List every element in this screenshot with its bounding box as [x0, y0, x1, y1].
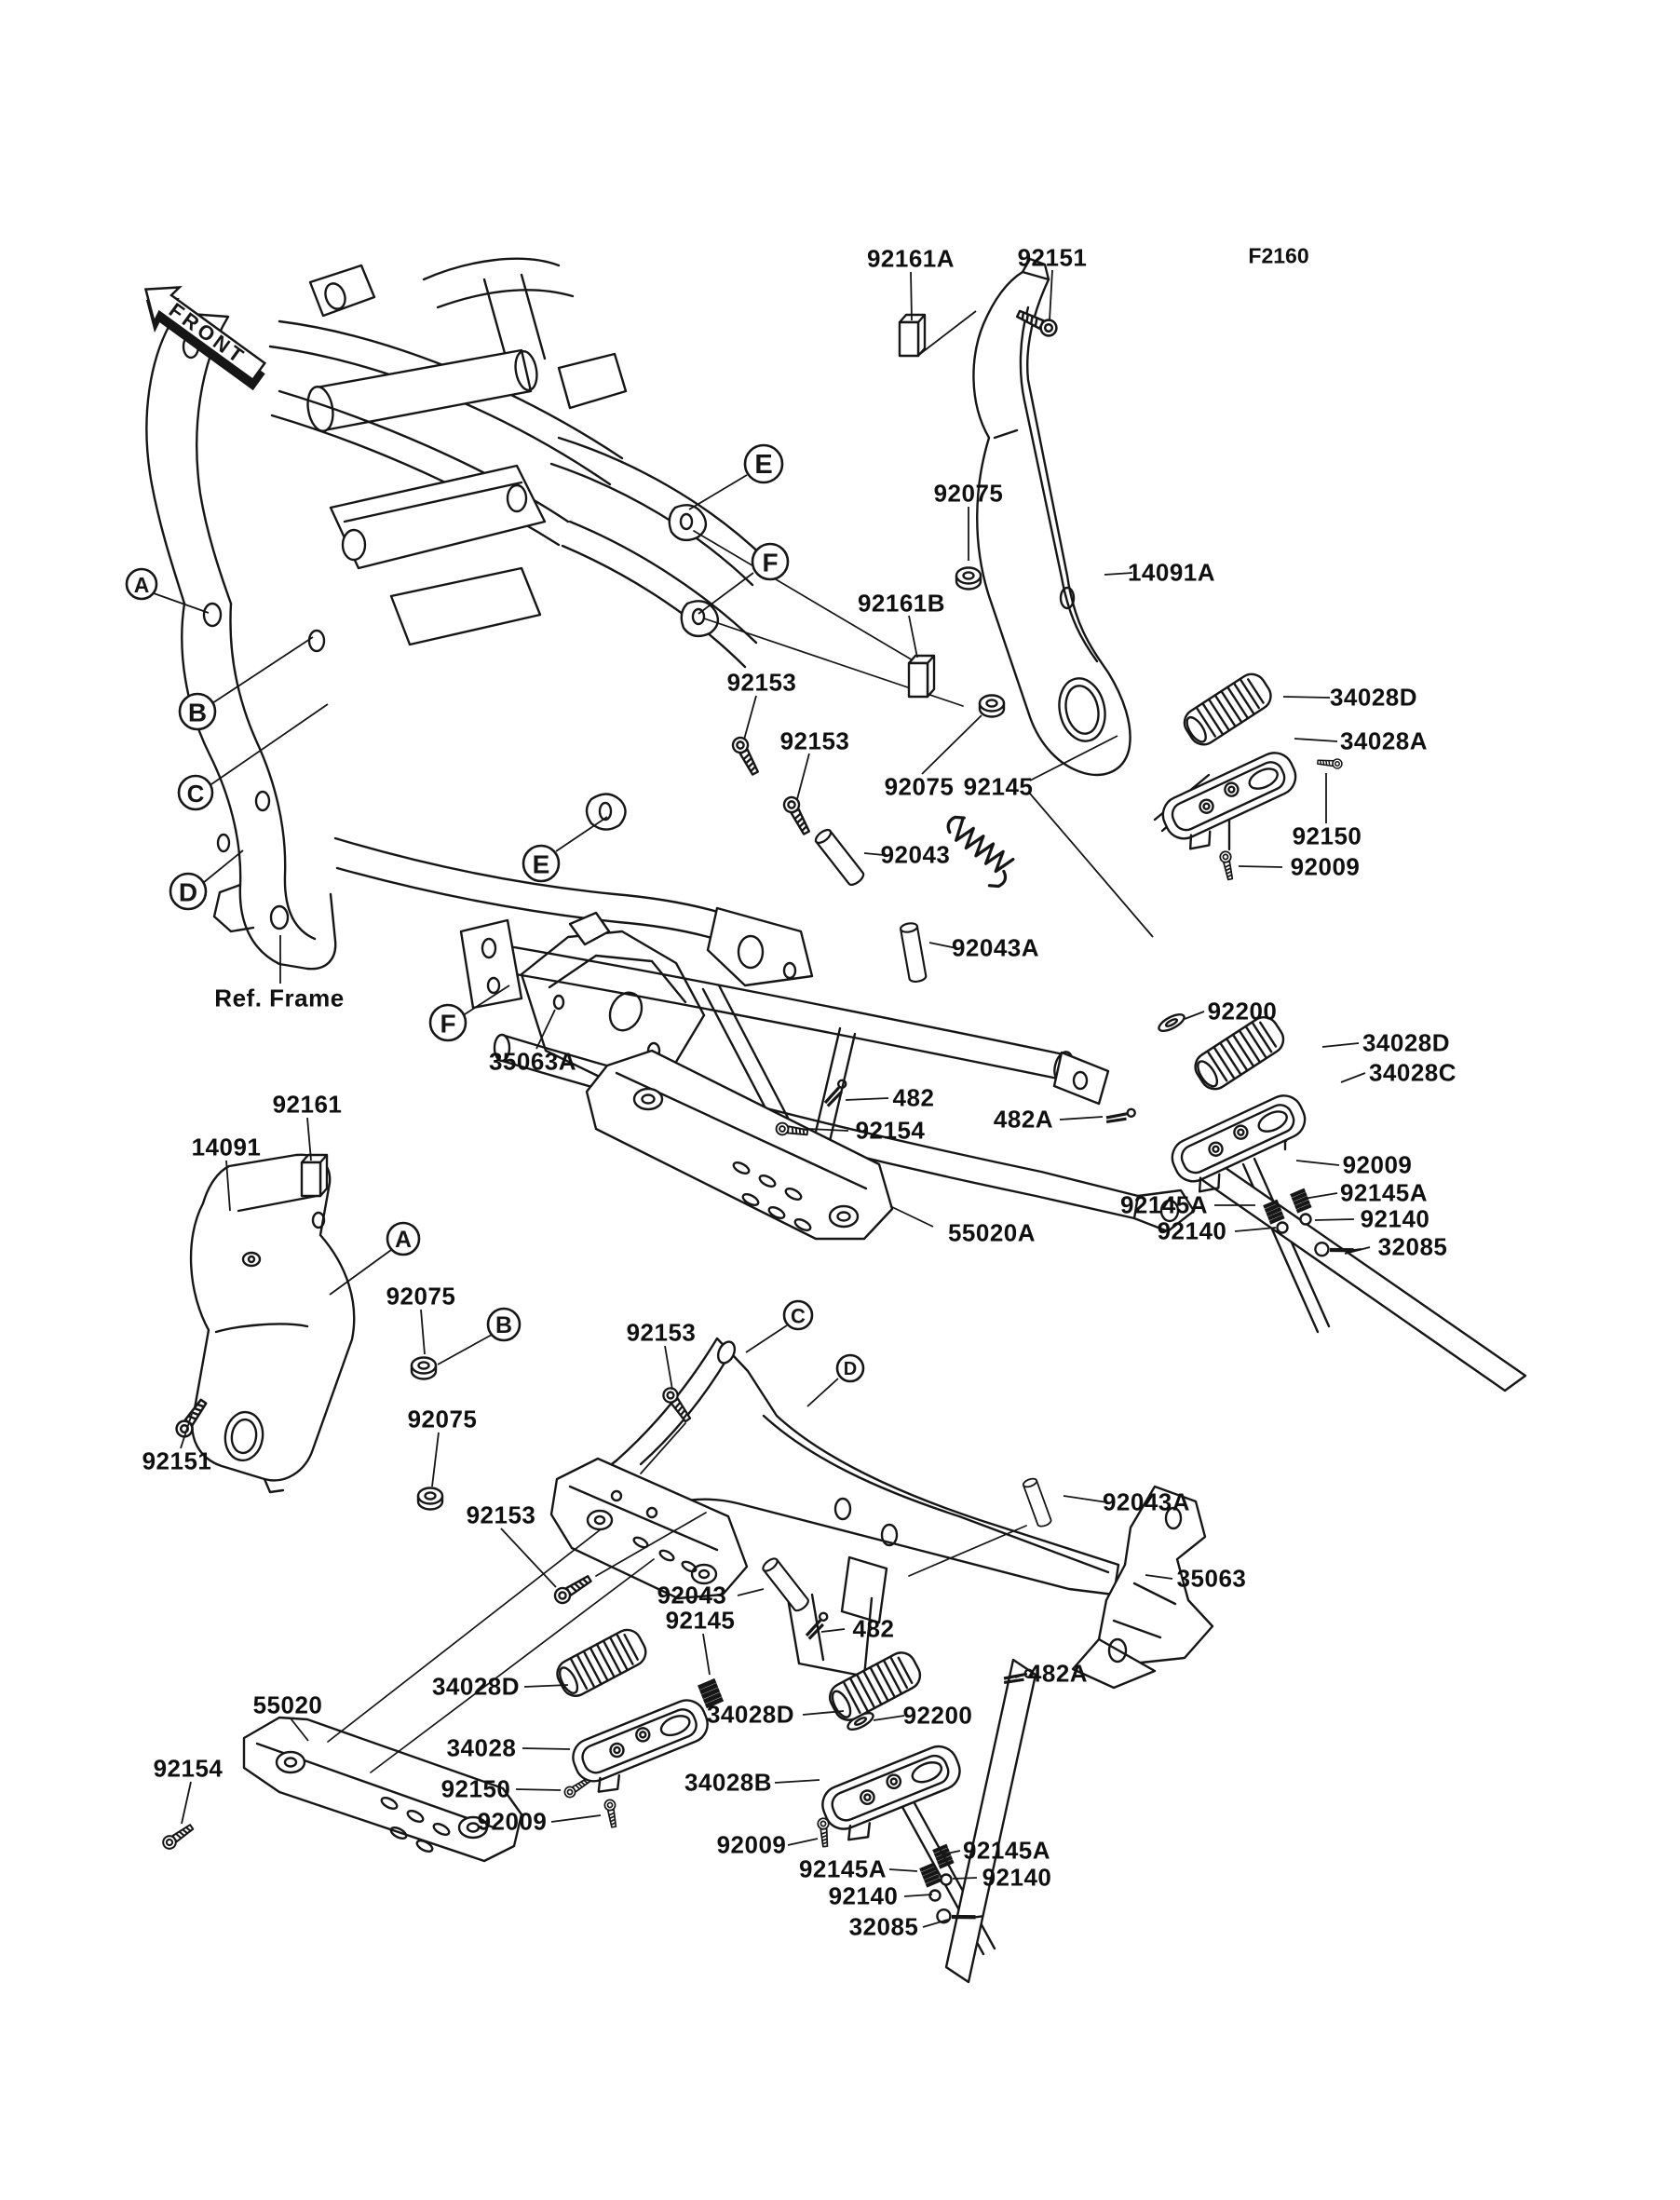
ring-92140-drawing	[930, 1891, 941, 1901]
part-label-92145A: 92145A	[798, 1854, 887, 1883]
part-label-55020: 55020	[252, 1691, 323, 1719]
part-label-92043A: 92043A	[951, 933, 1040, 962]
part-label-92154: 92154	[855, 1116, 926, 1145]
part-label-34028D: 34028D	[1329, 683, 1418, 712]
footpeg-rubber-34028D-drawing	[1179, 669, 1276, 750]
part-label-92043: 92043	[880, 840, 951, 869]
leader-line	[788, 1839, 818, 1845]
part-label-35063A: 35063A	[488, 1047, 577, 1076]
leader-line	[889, 1869, 917, 1871]
part-label-92153: 92153	[626, 1318, 697, 1347]
leader-line	[744, 696, 756, 740]
svg-text:A: A	[394, 1227, 413, 1253]
svg-text:B: B	[495, 1312, 513, 1338]
part-label-34028B: 34028B	[684, 1768, 773, 1797]
part-label-92153: 92153	[466, 1501, 536, 1529]
leader-line	[438, 1335, 492, 1365]
pin-92043-drawing	[814, 827, 866, 887]
footpeg-rubber-34028D-drawing	[552, 1625, 650, 1701]
part-label-92140: 92140	[1360, 1204, 1430, 1233]
leader-line	[1322, 1043, 1359, 1047]
part-label-92009: 92009	[477, 1807, 548, 1836]
part-label-92140: 92140	[1157, 1216, 1227, 1245]
leader-line	[920, 311, 976, 354]
leader-line	[874, 1716, 904, 1720]
leader-line	[846, 1098, 888, 1100]
leader-line	[1315, 1219, 1354, 1220]
svg-text:E: E	[532, 849, 550, 879]
screw-92154-drawing	[161, 1822, 196, 1852]
svg-text:D: D	[843, 1359, 858, 1379]
part-label-55020A: 55020A	[947, 1218, 1036, 1247]
damper-92161A-drawing	[900, 315, 925, 356]
part-label-35063: 35063	[1176, 1564, 1247, 1593]
part-label-34028D: 34028D	[431, 1672, 521, 1701]
front-arrow-icon	[140, 231, 345, 417]
callout-C	[784, 1301, 812, 1329]
pin-92043A-drawing	[1023, 1477, 1052, 1528]
leader-line	[890, 1206, 933, 1227]
part-label-92140: 92140	[828, 1881, 899, 1910]
callout-F	[430, 1005, 466, 1040]
leader-line	[807, 1378, 838, 1406]
ring-92140-drawing	[942, 1875, 952, 1885]
part-label-32085: 32085	[1377, 1232, 1448, 1261]
damper-92075-drawing	[418, 1488, 442, 1510]
figure-code: F2160	[1248, 243, 1309, 268]
part-label-92075: 92075	[386, 1282, 456, 1310]
part-label-92161: 92161	[272, 1090, 343, 1119]
part-label-92145: 92145	[963, 772, 1034, 801]
part-label-92145A: 92145A	[962, 1836, 1051, 1865]
part-label-92200: 92200	[902, 1701, 973, 1730]
leader-line	[1296, 1161, 1339, 1165]
leader-line	[522, 1748, 570, 1749]
part-label-92153: 92153	[779, 727, 850, 755]
callout-B	[488, 1309, 520, 1340]
leader-line	[1050, 270, 1052, 320]
leader-line	[556, 817, 607, 851]
leader-line	[432, 1433, 439, 1487]
damper-92075-drawing	[980, 696, 1004, 717]
leader-line	[808, 1129, 848, 1131]
callout-A	[127, 569, 156, 599]
cover-14091-drawing	[191, 1155, 354, 1492]
part-label-34028D: 34028D	[706, 1700, 795, 1729]
cotter-pin-482A-drawing	[1104, 1101, 1136, 1132]
damper-92161-drawing	[302, 1155, 327, 1196]
damper-92075-drawing	[412, 1358, 436, 1379]
svg-text:C: C	[791, 1304, 806, 1328]
leader-line	[1064, 1496, 1107, 1502]
part-label-92043A: 92043A	[1102, 1487, 1191, 1516]
footpeg-holder-34028A-drawing	[1157, 747, 1307, 859]
leader-line	[182, 1782, 191, 1824]
part-label-92145A: 92145A	[1339, 1178, 1429, 1207]
part-label-14091A: 14091A	[1127, 558, 1216, 587]
part-label-92153: 92153	[726, 668, 797, 697]
leader-line	[551, 1815, 601, 1822]
svg-text:E: E	[754, 450, 773, 480]
svg-text:B: B	[187, 698, 208, 727]
svg-text:A: A	[133, 573, 150, 597]
part-label-34028D: 34028D	[1362, 1028, 1451, 1057]
part-label-482A: 482A	[993, 1105, 1054, 1134]
callout-A	[387, 1223, 419, 1255]
leader-line	[738, 1589, 764, 1596]
leader-line	[922, 715, 982, 774]
heel-guard-55020A-drawing	[587, 1051, 892, 1239]
part-label-92145A: 92145A	[1119, 1190, 1209, 1219]
leader-line	[1294, 739, 1337, 741]
part-label-92200: 92200	[1207, 997, 1278, 1025]
part-label-92161B: 92161B	[857, 589, 946, 618]
pin-92043A-drawing	[900, 922, 927, 983]
pin-92043-drawing	[761, 1556, 810, 1613]
part-label-14091: 14091	[191, 1133, 262, 1161]
part-label-92145: 92145	[665, 1606, 736, 1635]
leader-line	[1239, 866, 1282, 867]
part-label-Ref-Frame: Ref. Frame	[214, 984, 345, 1012]
part-label-92151: 92151	[1017, 243, 1088, 272]
part-label-482: 482	[892, 1083, 935, 1112]
screw-92153-drawing	[552, 1572, 593, 1606]
callout-E	[523, 846, 559, 881]
leader-line	[1304, 1193, 1337, 1199]
part-label-92075: 92075	[884, 772, 955, 801]
front-arrow-label: FRONT	[164, 298, 251, 370]
part-label-92075: 92075	[933, 479, 1004, 508]
part-label-92154: 92154	[153, 1754, 224, 1783]
svg-text:F: F	[440, 1009, 456, 1039]
leader-line	[1060, 1117, 1103, 1120]
part-label-92151: 92151	[142, 1446, 212, 1475]
ring-92140-drawing	[1278, 1223, 1288, 1233]
svg-text:D: D	[178, 877, 198, 907]
clip-92200-drawing	[1157, 1012, 1186, 1035]
leader-line	[501, 1528, 556, 1587]
part-label-92075: 92075	[407, 1405, 478, 1433]
callout-D	[837, 1355, 863, 1381]
leader-line	[909, 616, 917, 658]
part-label-482A: 482A	[1027, 1659, 1089, 1688]
part-label-482: 482	[852, 1614, 895, 1643]
screw-92153-drawing	[730, 735, 762, 777]
part-label-92161A: 92161A	[866, 244, 955, 273]
ring-92140-drawing	[1301, 1215, 1311, 1225]
spring-92145A-drawing	[1286, 1186, 1316, 1215]
part-label-34028A: 34028A	[1339, 727, 1429, 755]
leader-line	[516, 1789, 561, 1790]
part-label-92043: 92043	[657, 1581, 727, 1609]
leader-line	[421, 1310, 425, 1354]
bolt-92150-drawing	[1318, 757, 1343, 768]
leader-line	[953, 1878, 977, 1879]
part-label-34028: 34028	[446, 1733, 517, 1762]
callout-F	[752, 544, 788, 579]
bolt-92009-drawing	[604, 1799, 619, 1828]
callout-E	[745, 445, 782, 482]
part-label-34028C: 34028C	[1368, 1058, 1457, 1087]
leader-line	[203, 850, 243, 883]
damper-92161B-drawing	[909, 656, 934, 697]
part-label-32085: 32085	[848, 1912, 919, 1941]
callout-B	[180, 694, 215, 729]
part-label-92150: 92150	[1292, 822, 1362, 850]
part-label-92150: 92150	[440, 1774, 511, 1803]
leader-line	[665, 1346, 672, 1390]
svg-text:C: C	[186, 780, 205, 808]
part-label-92009: 92009	[1342, 1150, 1413, 1179]
leader-line	[1235, 1228, 1276, 1231]
leader-line	[904, 1894, 932, 1896]
leader-line	[797, 754, 809, 799]
leader-line	[1283, 697, 1330, 698]
callout-C	[179, 776, 212, 809]
leader-line	[821, 1629, 845, 1632]
callout-D	[170, 874, 206, 909]
leader-line	[703, 1634, 710, 1675]
damper-92075-drawing	[956, 568, 981, 590]
leader-line	[746, 1325, 787, 1352]
leader-line	[1341, 1073, 1365, 1082]
leader-line	[775, 1780, 820, 1783]
svg-text:F: F	[762, 548, 779, 577]
leader-line	[1030, 794, 1153, 937]
part-label-92140: 92140	[982, 1863, 1052, 1892]
part-label-92009: 92009	[1290, 852, 1361, 881]
leader-line	[911, 272, 912, 320]
screw-92153-drawing	[781, 794, 813, 836]
part-label-92009: 92009	[716, 1830, 787, 1859]
footpeg-holder-34028B-drawing	[817, 1741, 971, 1849]
leader-line	[689, 475, 747, 509]
leader-line	[212, 637, 313, 703]
leader-line	[698, 573, 753, 614]
bolt-92009-drawing	[1219, 850, 1236, 880]
front-direction-arrow	[140, 231, 345, 417]
leader-line	[1185, 1012, 1204, 1019]
